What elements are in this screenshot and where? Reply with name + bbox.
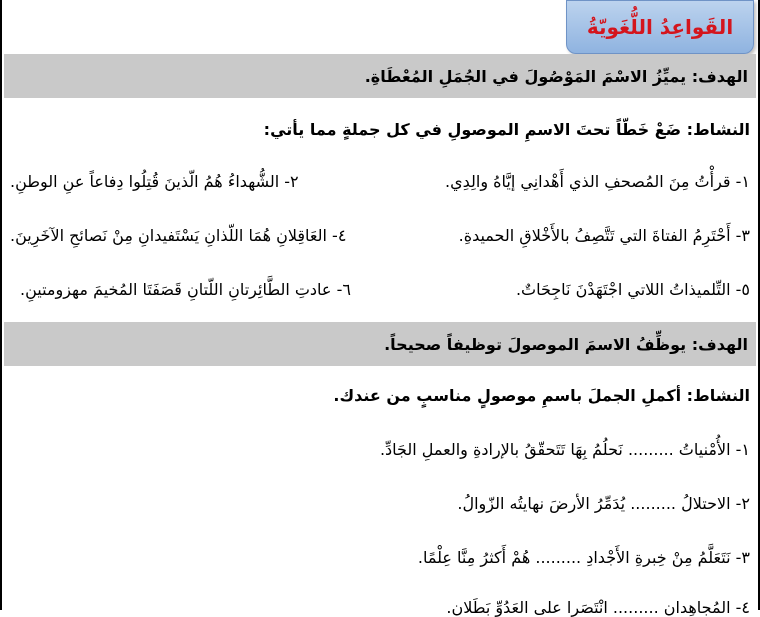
fill-item-3 [10,548,750,567]
fill-item-1 [10,440,750,459]
title-banner [566,0,754,54]
activity-text-1: النشاط: ضَعْ خَطّاً تحتَ الاسمِ الموصولِ في كل جملةٍ مما يأتي: [263,120,750,139]
exercise-item-2: ٢- الشُّهداءُ هُمُ الّذينَ قُتِلُوا دِفاعاً عنِ الوطنِ. [10,172,299,191]
exercise-row-3 [10,280,750,299]
goal-band-2 [4,322,756,366]
page-title: القَواعِدُ اللُّغَويّةُ [586,15,734,39]
activity-text-2: النشاط: أكملِ الجملَ باسمِ موصولٍ مناسبٍ من عندك. [333,386,750,405]
goal-text-2: الهدف: يوظِّفُ الاسمَ الموصولَ توظيفاً صحيحاً. [384,334,748,354]
exercise-item-4: ٤- العَاقِلانِ هُمَا اللّذانِ يَسْتَفيدانِ مِنْ نَصائحِ الآخَرِينَ. [10,226,347,245]
activity-instruction-1 [10,120,750,139]
exercise-item-6: ٦- عادتِ الطَّائِرتانِ اللّتانِ قَصَفَتَا المُخيمَ مهزومتينِ. [20,280,351,299]
fill-item-2 [10,494,750,513]
goal-text-1: الهدف: يميِّزُ الاسْمَ المَوْصُولَ في الجُمَلِ المُعْطَاةِ. [364,66,748,86]
activity-instruction-2 [10,386,750,405]
exercise-row-1 [10,172,750,191]
fill-text-1: ١- الأُمْنياتُ ......... نَحلُمُ بِهَا تَتَحقّقُ بالإرادةِ والعملِ الجَادِّ. [379,440,750,459]
fill-text-2: ٢- الاحتلالُ ......... يُدَمِّرُ الأرضَ نهايتُه الزّوالُ. [457,494,750,513]
exercise-item-1: ١- قرأْتُ مِنَ المُصحفِ الذي أَهْدانِي إيَّاهُ والِدِي. [444,172,750,191]
exercise-item-3: ٣- أَحْتَرِمُ الفتاةَ التي تَتَّصِفُ بالأَخْلاقِ الحميدةِ. [458,226,750,245]
fill-item-4 [10,598,750,617]
exercise-row-2 [10,226,750,245]
fill-text-4: ٤- المُجاهِدانِ ......... انْتَصَرا على العَدُوِّ بَطَلانِ. [446,598,750,617]
goal-band-1 [4,54,756,98]
fill-text-3: ٣- نَتَعَلَّمُ مِنْ خِبرةِ الأَجْدادِ ......... هُمْ أَكثرُ مِنَّا عِلْمًا. [417,548,750,567]
exercise-item-5: ٥- التِّلميذاتُ اللاتي اجْتَهَدْنَ نَاجِحَاتٌ. [515,280,750,299]
